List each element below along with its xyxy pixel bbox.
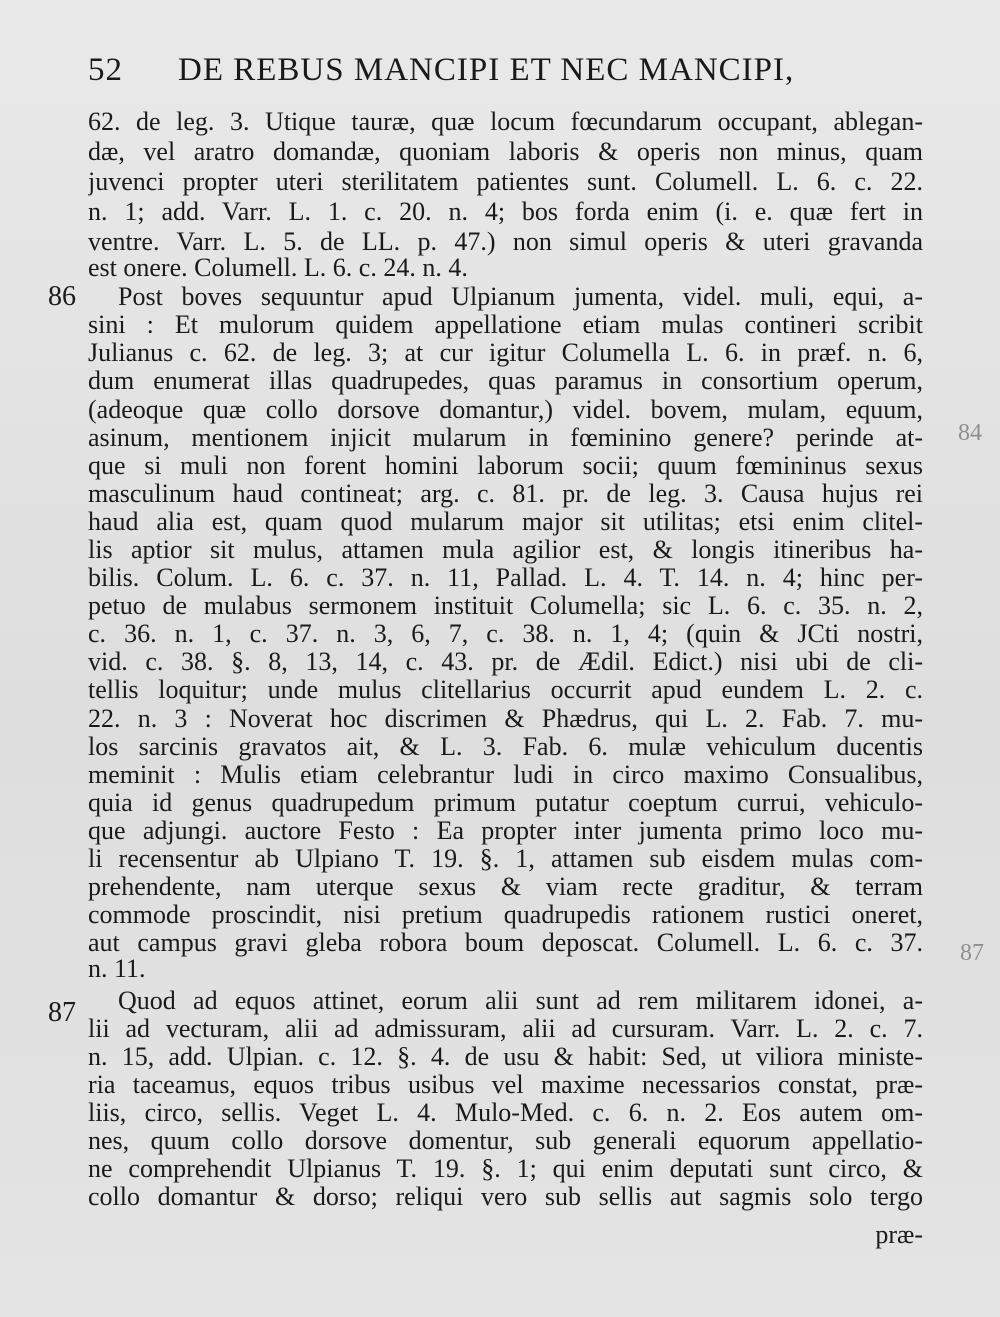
- text-line: dum enumerat illas quadrupedes, quas paramus in consortium operum,: [88, 367, 923, 395]
- text-line: 22. n. 3 : Noverat hoc discrimen & Phædrus, qui L. 2. Fab. 7. mu-: [88, 705, 923, 733]
- text-line: prehendente, nam uterque sexus & viam recte graditur, & terram: [88, 873, 923, 901]
- text-line: ventre. Varr. L. 5. de LL. p. 47.) non simul operis & uteri gravanda: [88, 228, 923, 256]
- text-line: dæ, vel aratro domandæ, quoniam laboris & operis non minus, quam: [88, 138, 923, 166]
- text-line: que si muli non forent homini laborum socii; quum fœmininus sexus: [88, 452, 923, 480]
- page-number: 52: [88, 52, 123, 88]
- text-line: n. 1; add. Varr. L. 1. c. 20. n. 4; bos forda enim (i. e. quæ fert in: [88, 198, 923, 226]
- text-line: liis, circo, sellis. Veget L. 4. Mulo-Med. c. 6. n. 2. Eos autem om-: [88, 1099, 923, 1127]
- text-line: bilis. Colum. L. 6. c. 37. n. 11, Pallad. L. 4. T. 14. n. 4; hinc per-: [88, 564, 923, 592]
- text-line: lii ad vecturam, alii ad admissuram, alii ad cursuram. Varr. L. 2. c. 7.: [88, 1015, 923, 1043]
- text-line: masculinum haud contineat; arg. c. 81. pr. de leg. 3. Causa hujus rei: [88, 480, 923, 508]
- text-line: que adjungi. auctore Festo : Ea propter inter jumenta primo loco mu-: [88, 817, 923, 845]
- text-line: asinum, mentionem injicit mularum in fœminino genere? perinde at-: [88, 424, 923, 452]
- text-line: ria taceamus, equos tribus usibus vel maxime necessarios constat, præ-: [88, 1071, 923, 1099]
- text-line: Julianus c. 62. de leg. 3; at cur igitur Columella L. 6. in præf. n. 6,: [88, 339, 923, 367]
- text-line: los sarcinis gravatos ait, & L. 3. Fab. 6. mulæ vehiculum ducentis: [88, 733, 923, 761]
- text-line: c. 36. n. 1, c. 37. n. 3, 6, 7, c. 38. n. 1, 4; (quin & JCti nostri,: [88, 620, 923, 648]
- text-line: aut campus gravi gleba robora boum deposcat. Columell. L. 6. c. 37.: [88, 929, 923, 957]
- paragraph-number-87: 87: [48, 997, 76, 1028]
- text-line: quia id genus quadrupedum primum putatur coeptum currui, vehiculo-: [88, 789, 923, 817]
- bleed-through-mark: 84: [958, 420, 982, 446]
- text-line: Post boves sequuntur apud Ulpianum jumenta, videl. muli, equi, a-: [118, 283, 923, 311]
- text-line: li recensentur ab Ulpiano T. 19. §. 1, attamen sub eisdem mulas com-: [88, 845, 923, 873]
- text-line: haud alia est, quam quod mularum major sit utilitas; etsi enim clitel-: [88, 508, 923, 536]
- text-line: lis aptior sit mulus, attamen mula agilior est, & longis itineribus ha-: [88, 536, 923, 564]
- text-line: nes, quum collo dorsove domentur, sub generali equorum appellatio-: [88, 1127, 923, 1155]
- text-line: vid. c. 38. §. 8, 13, 14, c. 43. pr. de Ædil. Edict.) nisi ubi de cli-: [88, 648, 923, 676]
- text-line: tellis loquitur; unde mulus clitellarius occurrit apud eundem L. 2. c.: [88, 676, 923, 704]
- paragraph-number-86: 86: [48, 281, 76, 312]
- text-line: 62. de leg. 3. Utique tauræ, quæ locum fœcundarum occupant, ablegan-: [88, 108, 923, 136]
- text-line: petuo de mulabus sermonem instituit Columella; sic L. 6. c. 35. n. 2,: [88, 592, 923, 620]
- text-line: commode proscindit, nisi pretium quadrupedis rationem rustici oneret,: [88, 901, 923, 929]
- text-line: (adeoque quæ collo dorsove domantur,) videl. bovem, mulam, equum,: [88, 396, 923, 424]
- text-line: meminit : Mulis etiam celebrantur ludi in circo maximo Consualibus,: [88, 761, 923, 789]
- text-line: Quod ad equos attinet, eorum alii sunt ad rem militarem idonei, a-: [118, 987, 923, 1015]
- text-line: n. 15, add. Ulpian. c. 12. §. 4. de usu & habit: Sed, ut viliora ministe-: [88, 1043, 923, 1071]
- catchword: præ-: [875, 1221, 923, 1249]
- page-header: [88, 52, 918, 98]
- text-line: est onere. Columell. L. 6. c. 24. n. 4.: [88, 254, 468, 282]
- text-line: ne comprehendit Ulpianus T. 19. §. 1; qui enim deputati sunt circo, &: [88, 1155, 923, 1183]
- running-title: DE REBUS MANCIPI ET NEC MANCIPI,: [178, 52, 795, 88]
- text-line: collo domantur & dorso; reliqui vero sub sellis aut sagmis solo tergo: [88, 1183, 923, 1211]
- text-line: sini : Et mulorum quidem appellatione etiam mulas contineri scribit: [88, 311, 923, 339]
- bleed-through-mark: 87: [960, 940, 984, 966]
- text-line: juvenci propter uteri sterilitatem patientes sunt. Columell. L. 6. c. 22.: [88, 168, 923, 196]
- text-line: n. 11.: [88, 955, 146, 983]
